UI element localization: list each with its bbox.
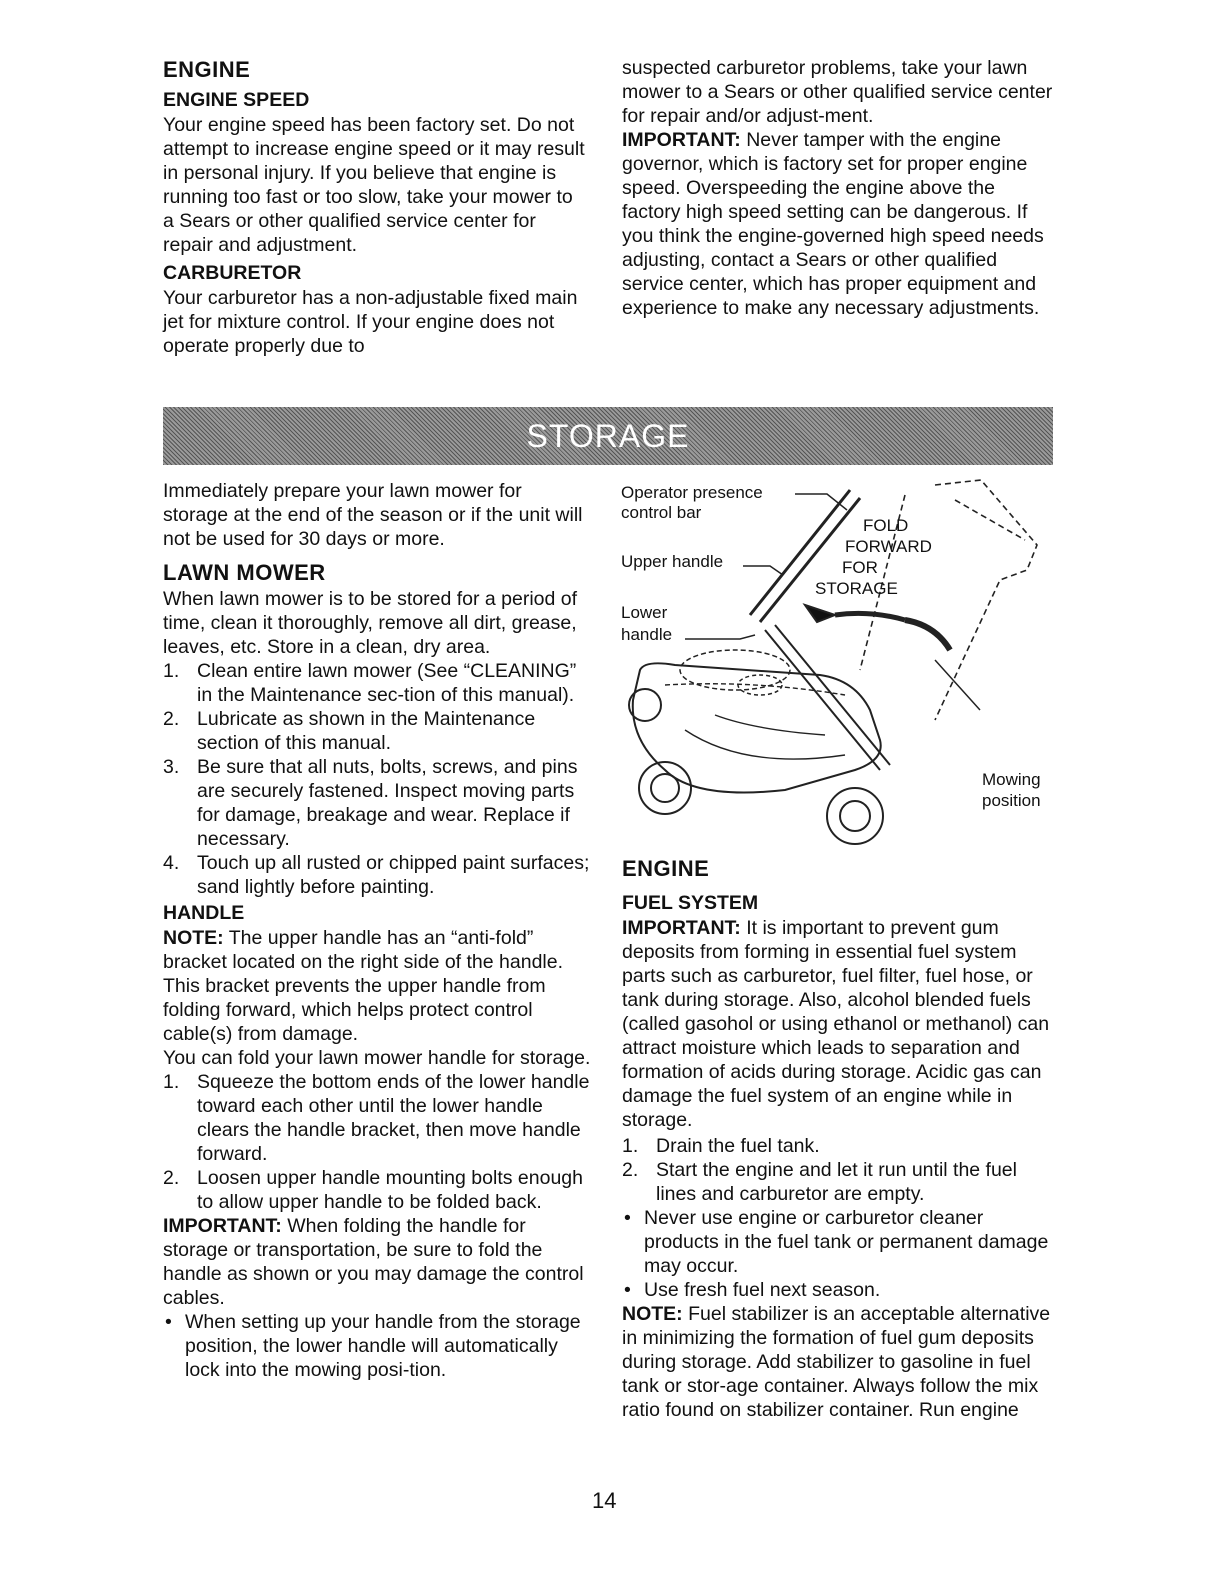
carburetor-body: Your carburetor has a non-adjustable fixed main jet for mixture control. If your engine does not operate properly due to <box>163 287 578 357</box>
fuel-important <box>622 916 1054 1132</box>
step-text: Squeeze the bottom ends of the lower handle toward each other until the lower handle clears the handle bracket, then move handle forward. <box>197 1071 590 1165</box>
lawn-mower-body: When lawn mower is to be stored for a period of time, clean it thoroughly, remove all dirt, grease, leaves, etc. Store in a clean, dry area. <box>163 588 578 658</box>
label-control-bar: control bar <box>621 503 702 522</box>
bullet-icon: • <box>624 1207 631 1229</box>
note-label: NOTE: <box>163 927 224 949</box>
list-item <box>163 851 591 899</box>
label-storage: STORAGE <box>815 579 898 598</box>
fuel-bullets <box>622 1206 1054 1302</box>
note-label: NOTE: <box>622 1303 683 1325</box>
bullet-text: When setting up your handle from the storage position, the lower handle will automatically lock into the mowing posi-tion. <box>185 1311 581 1381</box>
important-label: IMPORTANT: <box>163 1215 282 1237</box>
label-operator-presence: Operator presence <box>621 483 763 502</box>
handle-bullets <box>163 1310 591 1382</box>
handle-fold-text: You can fold your lawn mower handle for storage. <box>163 1047 591 1069</box>
important-governor <box>622 128 1054 320</box>
step-number: 1. <box>163 1071 180 1093</box>
list-item <box>163 659 591 707</box>
top-left-column <box>163 56 588 358</box>
bullet-icon: • <box>624 1279 631 1301</box>
lawn-mower-steps <box>163 659 591 899</box>
important-text: When folding the handle for storage or transportation, be sure to fold the handle as shown or you may damage the control cables. <box>163 1215 584 1309</box>
bullet-text: Use fresh fuel next season. <box>644 1279 881 1301</box>
list-item <box>163 1166 591 1214</box>
step-text: Touch up all rusted or chipped paint surfaces; sand lightly before painting. <box>197 852 590 898</box>
step-number: 3. <box>163 756 180 778</box>
handle-heading: HANDLE <box>163 902 245 924</box>
fuel-steps <box>622 1134 1054 1206</box>
label-for: FOR <box>842 558 878 577</box>
label-lower: Lower <box>621 603 668 622</box>
handle-steps <box>163 1070 591 1214</box>
list-item <box>163 755 591 851</box>
important-text: Never tamper with the engine governor, which is factory set for proper engine speed. Overspeeding the engine above the factory high speed setting can be dangerous. If you think the engine-governed high speed needs adjusting, contact a Sears or other qualified service center, which has proper equipment and experience to make any necessary adjustments. <box>622 129 1044 319</box>
fuel-system-heading: FUEL SYSTEM <box>622 892 759 914</box>
list-item <box>163 707 591 755</box>
handle-important <box>163 1214 591 1310</box>
top-right-column <box>622 56 1054 320</box>
step-text: Clean entire lawn mower (See “CLEANING” in the Maintenance sec-tion of this manual). <box>197 660 577 706</box>
important-text: It is important to prevent gum deposits from forming in essential fuel system parts such as carburetor, fuel filter, fuel hose, or tank during storage. Also, alcohol blended fuels (called gasohol or using ethanol or methanol) can attract moisture which leads to separation and formation of acids during storage. Acidic gas can damage the fuel system of an engine while in storage. <box>622 917 1050 1131</box>
storage-banner <box>163 407 1053 465</box>
step-text: Loosen upper handle mounting bolts enough to allow upper handle to be folded back. <box>197 1167 583 1213</box>
list-item <box>163 1310 591 1382</box>
engine-heading-right: ENGINE <box>622 856 710 881</box>
storage-title: STORAGE <box>526 417 690 454</box>
handle-fold-diagram <box>605 470 1055 855</box>
important-label: IMPORTANT: <box>622 917 741 939</box>
list-item <box>622 1158 1054 1206</box>
handle-note <box>163 926 591 1046</box>
storage-intro: Immediately prepare your lawn mower for storage at the end of the season or if the unit will not be used for 30 days or more. <box>163 480 583 550</box>
note-text: Fuel stabilizer is an acceptable alternative in minimizing the formation of fuel gum deposits during storage. Add stabilizer to gasoline in fuel tank or stor-age container. Always follow the mix ratio found on stabilizer container. Run engine <box>622 1303 1051 1421</box>
step-text: Drain the fuel tank. <box>656 1135 820 1157</box>
storage-left-column <box>163 479 591 1382</box>
label-position: position <box>982 791 1041 810</box>
bullet-text: Never use engine or carburetor cleaner products in the fuel tank or permanent damage may occur. <box>644 1207 1049 1277</box>
fuel-note <box>622 1302 1054 1422</box>
note-text: The upper handle has an “anti-fold” bracket located on the right side of the handle. This bracket prevents the upper handle from folding forward, which helps protect control cable(s) from damage. <box>163 927 564 1045</box>
step-number: 2. <box>163 708 180 730</box>
step-number: 1. <box>163 660 180 682</box>
label-forward: FORWARD <box>845 537 932 556</box>
label-upper-handle: Upper handle <box>621 552 724 571</box>
engine-heading: ENGINE <box>163 57 251 82</box>
carburetor-continued: suspected carburetor problems, take your lawn mower to a Sears or other qualified service center for repair and/or adjust-ment. <box>622 57 1053 127</box>
step-number: 2. <box>163 1167 180 1189</box>
page-number: 14 <box>592 1488 617 1513</box>
important-label: IMPORTANT: <box>622 129 741 151</box>
step-number: 4. <box>163 852 180 874</box>
step-text: Start the engine and let it run until the fuel lines and carburetor are empty. <box>656 1159 1017 1205</box>
bullet-icon: • <box>165 1311 172 1333</box>
carburetor-heading: CARBURETOR <box>163 262 302 284</box>
label-handle: handle <box>621 625 673 644</box>
step-number: 2. <box>622 1159 639 1181</box>
lawn-mower-heading: LAWN MOWER <box>163 560 326 585</box>
engine-speed-heading: ENGINE SPEED <box>163 89 310 111</box>
label-fold: FOLD <box>863 516 909 535</box>
list-item <box>622 1206 1054 1278</box>
list-item <box>163 1070 591 1166</box>
list-item <box>622 1278 1054 1302</box>
step-text: Lubricate as shown in the Maintenance section of this manual. <box>197 708 536 754</box>
label-mowing: Mowing <box>982 770 1041 789</box>
step-text: Be sure that all nuts, bolts, screws, and pins are securely fastened. Inspect moving parts for damage, breakage and wear. Replace if necessary. <box>197 756 578 850</box>
list-item <box>622 1134 1054 1158</box>
engine-speed-body: Your engine speed has been factory set. Do not attempt to increase engine speed or it may result in personal injury. If you believe that engine is running too fast or too slow, take your mower to a Sears or other qualified service center for repair and adjustment. <box>163 114 585 256</box>
step-number: 1. <box>622 1135 639 1157</box>
storage-right-column <box>622 855 1054 1422</box>
